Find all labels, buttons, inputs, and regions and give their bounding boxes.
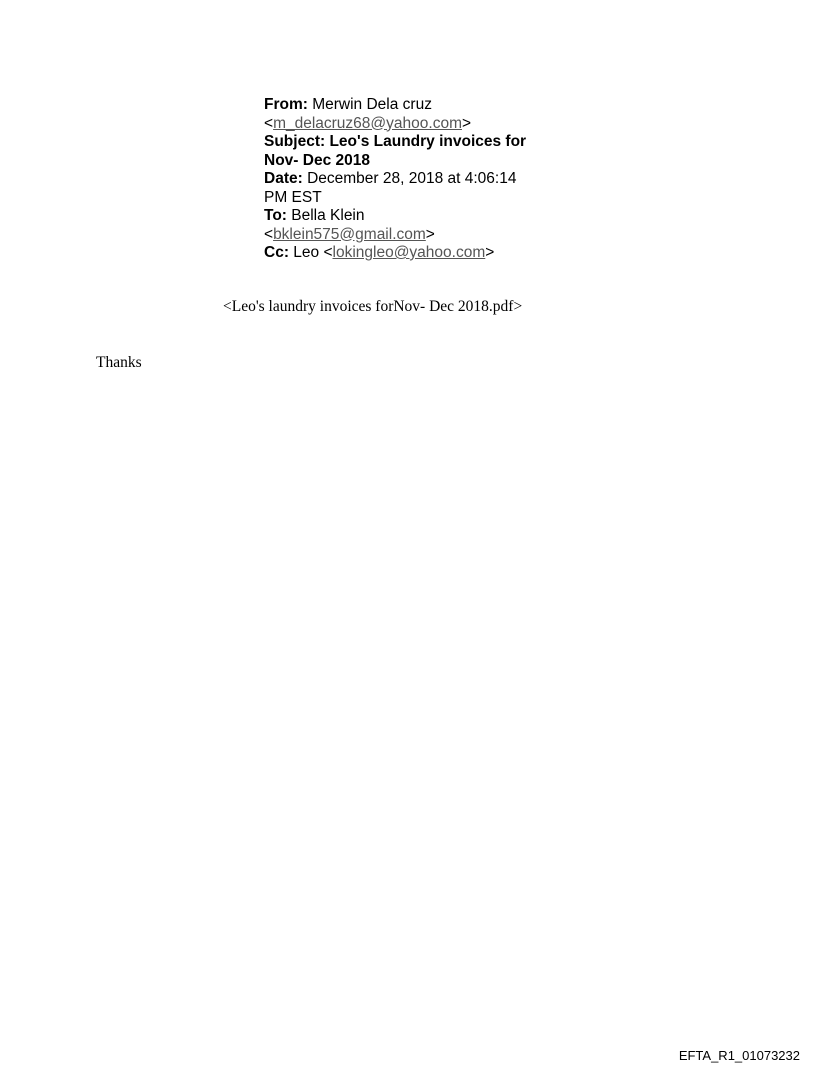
from-email-open: < <box>264 114 274 132</box>
to-email-line <box>264 226 564 245</box>
cc-email-close: > <box>485 244 495 261</box>
cc-email-link[interactable]: lokingleo@yahoo.com <box>332 244 486 261</box>
date-text-2: PM EST <box>264 188 322 206</box>
from-email-close: > <box>461 114 472 132</box>
to-label: To: <box>264 207 287 224</box>
subject-line <box>264 133 564 152</box>
cc-line <box>264 244 564 263</box>
from-email-link[interactable]: m_delacruz68@yahoo.com <box>273 114 462 132</box>
body-text: Thanks <box>96 354 142 371</box>
to-email-link[interactable]: bklein575@gmail.com <box>273 225 426 243</box>
date-line <box>264 170 564 189</box>
subject-label: Subject: <box>264 133 326 150</box>
to-email-close: > <box>425 225 435 243</box>
cc-name: Leo < <box>288 244 333 261</box>
from-line <box>264 96 564 115</box>
to-name: Bella Klein <box>286 207 365 224</box>
to-email-open: < <box>264 225 274 243</box>
from-label: From: <box>264 96 308 113</box>
date-label: Date: <box>264 170 303 187</box>
to-line <box>264 207 564 226</box>
cc-label: Cc: <box>264 244 289 261</box>
attachment-filename: <Leo's laundry invoices forNov- Dec 2018.pdf> <box>223 298 523 315</box>
document-id: EFTA_R1_01073232 <box>678 1048 800 1063</box>
subject-text-1: Leo's Laundry invoices for <box>325 133 527 150</box>
email-header <box>264 96 564 263</box>
from-name: Merwin Dela cruz <box>307 96 432 113</box>
date-text-1: December 28, 2018 at 4:06:14 <box>302 170 517 187</box>
from-email-line <box>264 115 564 134</box>
subject-text-2: Nov- Dec 2018 <box>264 151 370 169</box>
